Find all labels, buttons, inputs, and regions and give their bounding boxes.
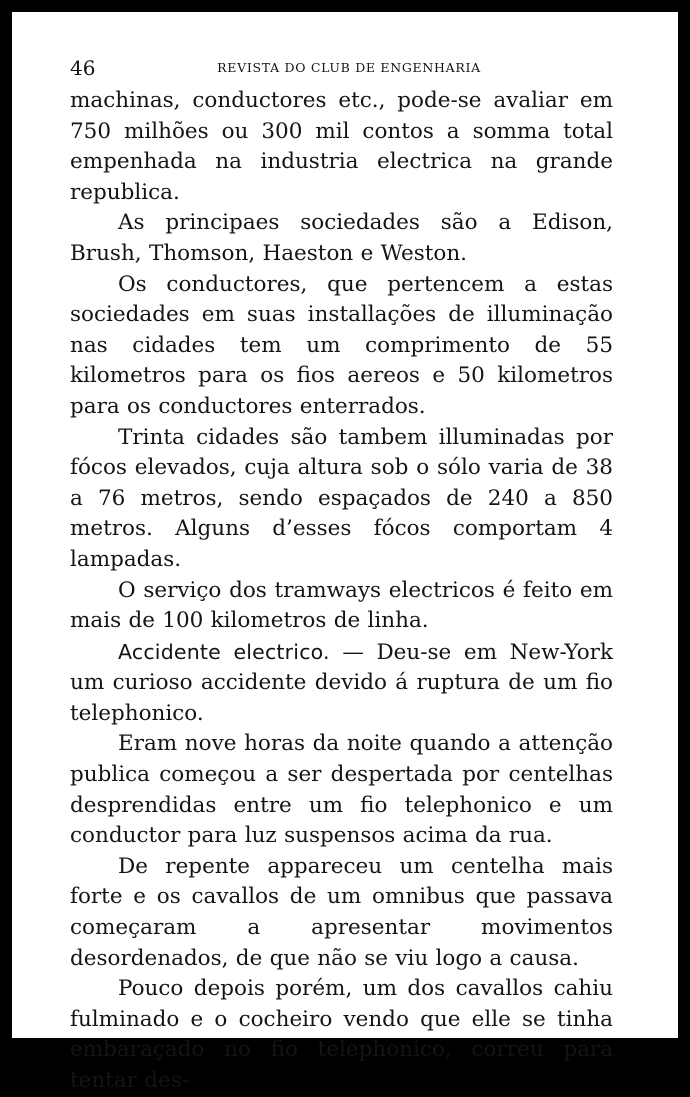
section-lead-text: — Deu-se em New-York um curioso accidente devido á ruptura de um fio telephonico. — [70, 639, 613, 726]
paragraph: Eram nove horas da noite quando a attenção publica começou a ser despertada por centelhas desprendidas entre um fio telephonico e um conductor para luz suspensos acima da rua. — [70, 731, 613, 849]
section-paragraph — [70, 637, 613, 730]
paragraph: Trinta cidades são tambem illuminadas por fócos elevados, cuja altura sob o sólo varia de 38 a 76 metros, sendo espaçados de 240 a 850 metros. Alguns d’esses fócos comportam 4 lampadas. — [70, 424, 613, 572]
paragraph: O serviço dos tramways electricos é feito em mais de 100 kilometros de linha. — [70, 577, 613, 634]
paragraph: De repente appareceu um centelha mais forte e os cavallos de um omnibus que passava começaram a apresentar movimentos desordenados, de que não se viu logo a causa. — [70, 853, 613, 971]
section-heading: Accidente electrico. — [118, 639, 330, 664]
book-page — [12, 12, 678, 1093]
body-text — [70, 86, 613, 1097]
page-number: 46 — [70, 56, 96, 80]
page-header — [70, 57, 628, 79]
paragraph: machinas, conductores etc., pode-se avaliar em 750 milhões ou 300 mil contos a somma total empenhada na industria electrica na grande republica. — [70, 88, 613, 205]
paragraph: Os conductores, que pertencem a estas sociedades em suas installações de illuminação nas cidades tem um comprimento de 55 kilometros para os fios aereos e 50 kilometros para os conductores enterrados. — [70, 271, 613, 419]
paragraph: As principaes sociedades são a Edison, Brush, Thomson, Haeston e Weston. — [70, 210, 613, 266]
running-title: REVISTA DO CLUB DE ENGENHARIA — [217, 60, 481, 75]
paragraph: Pouco depois porém, um dos cavallos cahiu fulminado e o cocheiro vendo que elle se tinha embaraçado no fio telephonico, correu para tentar des- — [70, 976, 613, 1093]
